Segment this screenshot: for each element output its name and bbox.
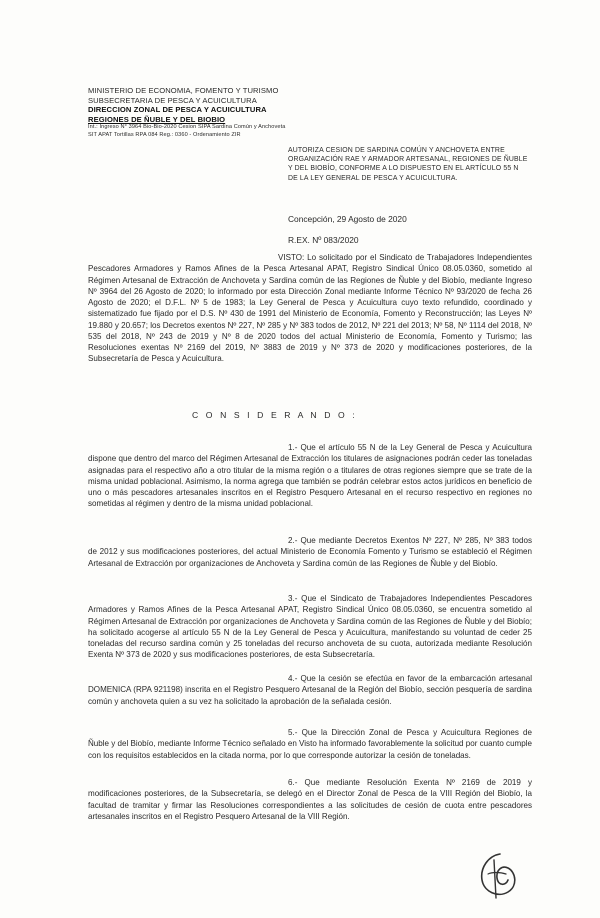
visto-label: VISTO: [278,253,305,262]
reference-line-2: SIT APAT Tortillas RPA 084 Reg.: 0360 - Ordenamiento ZIR [88,131,241,138]
considerando-item-1: 1.- Que el artículo 55 N de la Ley General de Pesca y Acuicultura dispone que dentro del marco del Régimen Artesanal de Extracción los titulares de asignaciones podrán ceder las toneladas asignadas para el respectivo año a otro titular de la misma región o a titulares de otras regiones siempre que se trate de la misma unidad poblacional. Asimismo, la norma agrega que también se podrán celebrar estos actos jurídicos en beneficio de uno o más pescadores artesanales inscritos en el Registro Pesquero Artesanal en el recurso respectivo en regiones no sometidas al régimen y dentro de la misma unidad poblacional. [88,443,532,509]
considerando-item-6: 6.- Que mediante Resolución Exenta Nº 2169 de 2019 y modificaciones posteriores, de la Subsecretaría, se delegó en el Director Zonal de Pesca de la VIII Región del Biobío, la facultad de tramitar y firmar las Resoluciones correspondientes a las solicitudes de cesión de cuota entre pescadores artesanales inscritos en el Registro Pesquero Artesanal de la VIII Región. [88,778,532,821]
place-date: Concepción, 29 Agosto de 2020 [288,214,407,224]
letterhead [88,86,348,139]
considerando-item-4: 4.- Que la cesión se efectúa en favor de la embarcación artesanal DOMENICA (RPA 921198) inscrita en el Registro Pesquero Artesanal de la Región del Biobío, sección pesquería de sardina común y anchoveta quien a su vez ha solicitado la aprobación de la señalada cesión. [88,674,532,706]
visto-paragraph [88,252,532,365]
subsecretaria-name: SUBSECRETARIA DE PESCA Y ACUICULTURA [88,95,257,105]
resolution-number: R.EX. Nº 083/2020 [288,235,359,245]
reference-line-1: Int.: Ingreso N° 3964 Bio-Bio-2020 Cesion SIPA Sardina Común y Anchoveta [88,124,286,131]
considerando-item-5: 5.- Que la Dirección Zonal de Pesca y Acuicultura Regiones de Ñuble y del Biobío, mediante Informe Técnico señalado en Visto ha informado favorablemente la solicitud por cuanto cumple con los requisitos establecidos en la citada norma, por lo que corresponde autorizar la cesión de toneladas. [88,728,532,760]
ministry-name: MINISTERIO DE ECONOMIA, FOMENTO Y TURISMO [88,86,279,95]
considerando-item-3: 3.- Que el Sindicato de Trabajadores Independientes Pescadores Armadores y Ramos Afines de la Pesca Artesanal APAT, Registro Sindical Único 08.05.0360, se encuentra sometido al Régimen Artesanal de Extracción por organizaciones de Anchoveta y Sardina común de las Regiones de Ñuble y del Biobío; ha solicitado acogerse al artículo 55 N de la Ley General de Pesca y Acuicultura, manifestando su voluntad de ceder 25 toneladas del recurso sardina común y 25 toneladas del recurso anchoveta de su cuota, autorizada mediante Resolución Exenta Nº 373 de 2020 y sus modificaciones posteriores, de esta Subsecretaría. [88,594,532,660]
regions-name: REGIONES DE ÑUBLE Y DEL BIOBIO [88,114,226,124]
direccion-zonal-name: DIRECCION ZONAL DE PESCA Y ACUICULTURA [88,105,267,115]
considerando-item-2: 2.- Que mediante Decretos Exentos Nº 227, Nº 285, Nº 383 todos de 2012 y sus modificaciones posteriores, del actual Ministerio de Economía Fomento y Turismo se estableció el Régimen Artesanal de Extracción por organizaciones de Anchoveta y Sardina común de las Regiones de Ñuble y del Biobío. [88,536,532,568]
visto-text: Lo solicitado por el Sindicato de Trabajadores Independientes Pescadores Armadores y Ramos Afines de la Pesca Artesanal APAT, Registro Sindical Único 08.05.0360, sometido al Régimen Artesanal de Extracción de Anchoveta y Sardina común de las Regiones de Ñuble y del Biobío, mediante Ingreso Nº 3964 del 26 Agosto de 2020; lo informado por esta Dirección Zonal mediante Informe Técnico Nº 93/2020 de fecha 26 Agosto de 2020; el D.F.L. Nº 5 de 1983; la Ley General de Pesca y Acuicultura cuyo texto refundido, coordinado y sistematizado fue fijado por el D.S. Nº 430 de 1991 del Ministerio de Economía, Fomento y Reconstrucción; las Leyes Nº 19.880 y 20.657; los Decretos exentos Nº 227, Nº 285 y Nº 383 todos de 2012, Nº 221 del 2013; Nº 58, Nº 1114 del 2018, Nº 535 del 2018, Nº 243 de 2019 y Nº 8 de 2020 todos del actual Ministerio de Economía, Fomento y Turismo; las Resoluciones exentas Nº 2169 del 2019, Nº 3883 de 2019 y Nº 373 de 2020 y modificaciones posteriores, de la Subsecretaría de Pesca y Acuicultura. [88,253,532,364]
signature-mark [470,848,526,904]
considerando-title: C O N S I D E R A N D O : [192,410,358,420]
resolution-subject: AUTORIZA CESION DE SARDINA COMÚN Y ANCHOVETA ENTRE ORGANIZACIÓN RAE Y ARMADOR ARTESANAL, REGIONES DE ÑUBLE Y DEL BIOBÍO, CONFORME A LO DISPUESTO EN EL ARTÍCULO 55 N DE LA LEY GENERAL DE PESCA Y ACUICULTURA. [288,147,528,182]
